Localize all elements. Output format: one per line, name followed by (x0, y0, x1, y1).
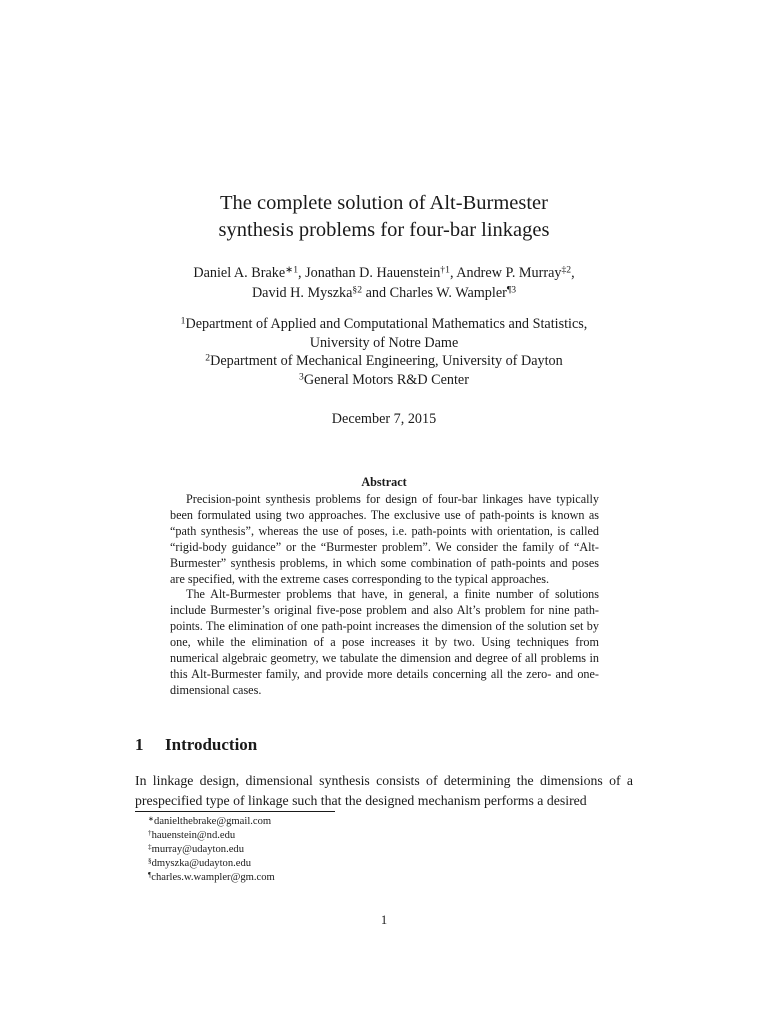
footnote-email: dmyszka@udayton.edu (151, 858, 252, 870)
abstract-paragraph-1: Precision-point synthesis problems for design of four-bar linkages have typically been formulated using two approaches. The exclusive use of path-points is known as “path synthesis”, whereas the use of poses, i.e. path-points with orientation, is called “rigid-body guidance” or the “Burmester problem”. We consider the family of “Alt-Burmester” synthesis problems, in which some combination of path-points and poses are specified, with the extreme cases corresponding to the typical approaches. (170, 492, 599, 586)
abstract-body (170, 492, 599, 699)
author-name: Charles W. Wampler (389, 285, 507, 301)
body-paragraph: In linkage design, dimensional synthesis consists of determining the dimensions of a prespecified type of linkage such that the designed mechanism performs a desired (135, 773, 633, 808)
affiliation-2: $^2$Department of Mechanical Engineering, University of Dayton (205, 352, 563, 369)
footnote-email: murray@udayton.edu (151, 844, 245, 856)
section-number: 1 (135, 735, 144, 754)
affiliation-1: $^1$Department of Applied and Computational Mathematics and Statistics, (180, 315, 588, 332)
paper-title (0, 190, 768, 244)
section-heading (135, 735, 257, 755)
author-name: David H. Myszka (251, 285, 353, 301)
footnote-email: charles.w.wampler@gm.com (151, 872, 275, 884)
author-marks: †1 (440, 264, 450, 276)
abstract-heading: Abstract (361, 475, 407, 489)
footnote-list (148, 815, 275, 885)
footnote: ¶charles.w.wampler@gm.com (148, 871, 275, 884)
footnote: ∗danielthebrake@gmail.com (148, 814, 272, 827)
affiliation-1-line-2: University of Notre Dame (309, 334, 459, 351)
title-line-2: synthesis problems for four-bar linkages (218, 219, 550, 241)
title-line-1: The complete solution of Alt-Burmester (220, 192, 548, 214)
author-name: Andrew P. Murray (456, 265, 562, 281)
author-list (0, 263, 768, 303)
affiliation-list (0, 315, 768, 389)
section-body (135, 771, 633, 811)
author-line-1: Daniel A. Brake$^{∗1}$, Jonathan D. Hauenstein$^{\dagger 1}$, Andrew P. Murray$^{\ddagger 2}$, (193, 264, 575, 281)
section-title: Introduction (165, 735, 258, 754)
footnote: §dmyszka@udayton.edu (148, 857, 252, 870)
author-name: Daniel A. Brake (193, 265, 286, 281)
author-marks: ‡2 (561, 264, 572, 276)
author-line-2: David H. Myszka$^{\S 2}$ and Charles W. Wampler$^{\P 3}$ (251, 284, 517, 301)
publication-date: December 7, 2015 (331, 411, 437, 427)
footnote: †hauenstein@nd.edu (148, 828, 236, 842)
footnote-rule (135, 811, 335, 812)
footnote: ‡murray@udayton.edu (148, 842, 245, 856)
abstract-paragraph-2: The Alt-Burmester problems that have, in general, a finite number of solutions include Burmester’s original five-pose problem and also Alt’s problem for nine path-points. The elimination of one path-point increases the dimension of the solution set by one, while the elimination of a pose increases it by two. Using techniques from numerical algebraic geometry, we tabulate the dimension and degree of all problems in this Alt-Burmester family, and provide more details concerning all the zero- and one-dimensional cases. (170, 587, 599, 697)
author-name: Jonathan D. Hauenstein (305, 265, 441, 281)
author-marks: ¶3 (506, 284, 517, 296)
author-marks: ∗1 (285, 264, 299, 276)
page-number: 1 (380, 913, 388, 927)
footnote-email: hauenstein@nd.edu (151, 830, 236, 842)
author-marks: §2 (352, 284, 363, 296)
footnote-email: danielthebrake@gmail.com (154, 816, 272, 827)
affiliation-3: $^3$General Motors R&D Center (299, 371, 469, 388)
